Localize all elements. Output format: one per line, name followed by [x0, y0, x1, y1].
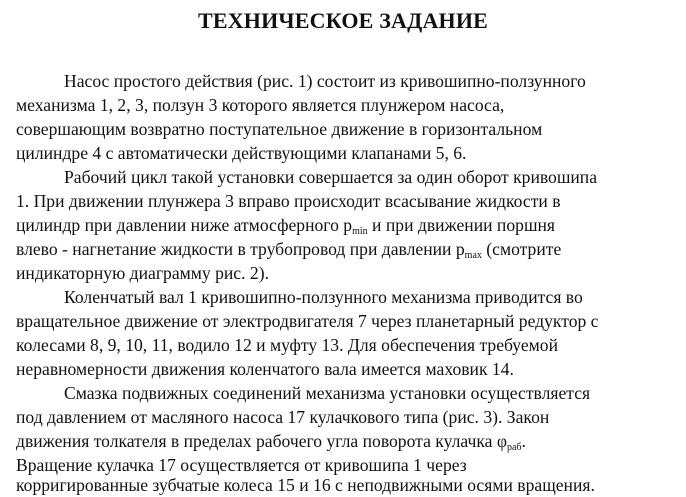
text-line: [16, 214, 555, 237]
text-line: [16, 430, 526, 453]
text-span: Вращение кулачка 17 осуществляется от кривошипа 1 через: [16, 455, 467, 475]
subscript-max: max: [464, 250, 482, 261]
text-span: и при движении поршня: [367, 215, 555, 235]
text-span: влево - нагнетание жидкости в трубопровод при давлении p: [16, 239, 465, 259]
subscript-rab: раб: [506, 442, 522, 453]
text-span: Смазка подвижных соединений механизма установки осуществляется: [64, 383, 591, 403]
text-span: колесами 8, 9, 10, 11, водило 12 и муфту 13. Для обеспечения требуемой: [16, 335, 559, 355]
subscript-min: min: [352, 226, 368, 237]
text-line: [16, 118, 542, 141]
text-line: [64, 70, 586, 93]
text-span: Насос простого действия (рис. 1) состоит из кривошипно-ползунного: [64, 71, 586, 91]
text-line: [16, 334, 558, 357]
text-line: [16, 358, 514, 381]
text-span: совершающим возвратно поступательное движение в горизонтальном: [16, 119, 543, 139]
text-span: вращательное движение от электродвигателя 7 через планетарный редуктор с: [16, 311, 599, 331]
text-line: [16, 190, 561, 213]
document-title: ТЕХНИЧЕСКОЕ ЗАДАНИЕ: [197, 8, 489, 33]
text-span: механизма 1, 2, 3, ползун 3 которого является плунжером насоса,: [16, 95, 505, 115]
text-span: движения толкателя в пределах рабочего угла поворота кулачка φ: [16, 431, 507, 451]
text-span: 1. При движении плунжера 3 вправо происходит всасывание жидкости в: [16, 191, 561, 211]
text-line: [16, 94, 504, 117]
text-line: [16, 142, 466, 165]
text-line: [64, 166, 597, 189]
text-line: [16, 406, 549, 429]
text-span: Коленчатый вал 1 кривошипно-ползунного механизма приводится во: [64, 287, 583, 307]
text-span: (смотрите: [481, 239, 562, 259]
text-span: .: [521, 431, 526, 451]
text-line: [16, 310, 599, 333]
text-span: неравномерности движения коленчатого вала имеется маховик 14.: [16, 359, 514, 379]
text-line: [16, 474, 595, 497]
text-line: [16, 238, 561, 261]
text-span: корригированные зубчатые колеса 15 и 16 с неподвижными осями вращения.: [16, 475, 595, 495]
text-line: [16, 262, 269, 285]
text-span: цилиндр при давлении ниже атмосферного p: [16, 215, 353, 235]
text-line: [64, 382, 590, 405]
text-span: цилиндре 4 с автоматически действующими клапанами 5, 6.: [16, 143, 467, 163]
text-span: индикаторную диаграмму рис. 2).: [16, 263, 269, 283]
text-span: под давлением от масляного насоса 17 кулачкового типа (рис. 3). Закон: [16, 407, 550, 427]
text-span: Рабочий цикл такой установки совершается за один оборот кривошипа: [64, 167, 598, 187]
text-line: [64, 286, 583, 309]
